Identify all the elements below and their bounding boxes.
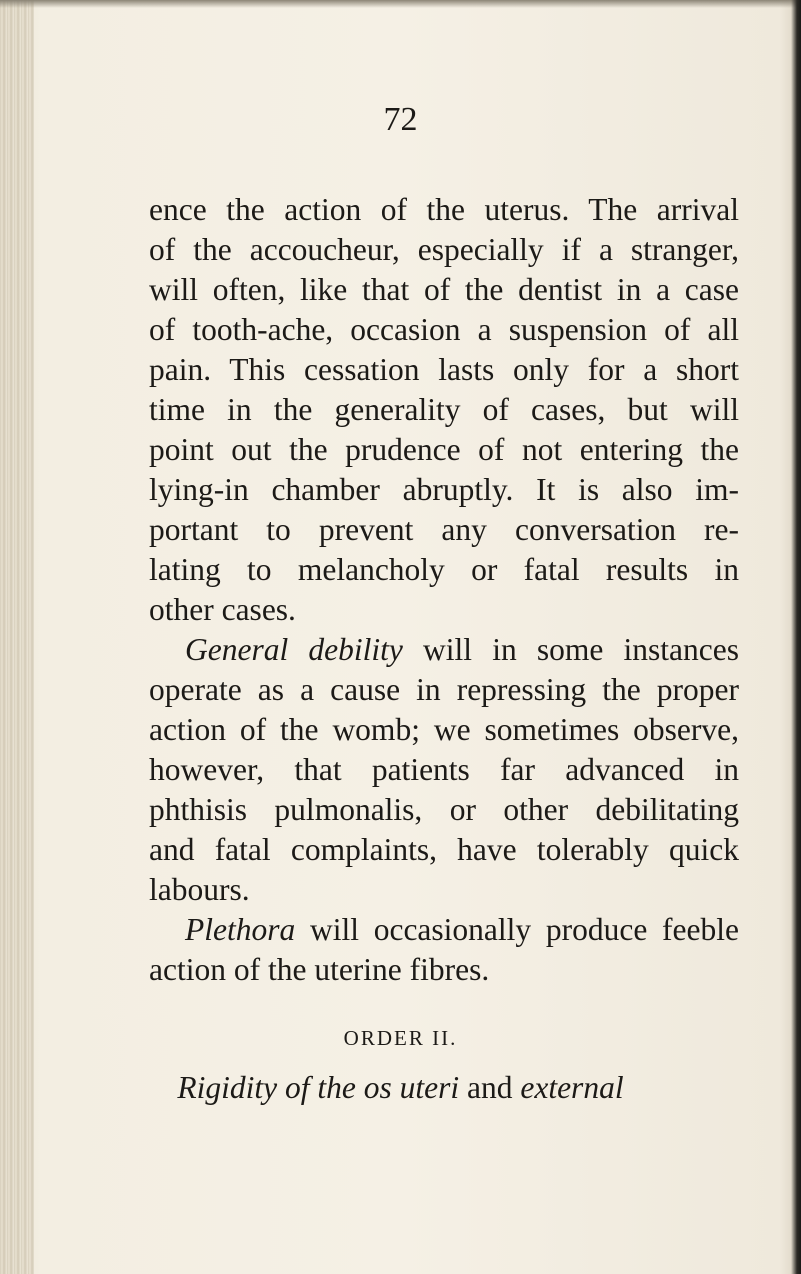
text-line: operate as a cause in repressing the proper xyxy=(149,672,739,707)
text-line: of the accoucheur, especially if a stranger, xyxy=(149,232,739,267)
text-line: lating to melancholy or fatal results in xyxy=(149,552,739,587)
page-number: 72 xyxy=(383,101,418,138)
text-line: ence the action of the uterus. The arrival xyxy=(149,192,739,227)
text-line: however, that patients far advanced in xyxy=(149,752,739,787)
text-line: and fatal complaints, have tolerably quick xyxy=(149,832,739,867)
text-line: of tooth-ache, occasion a suspension of all xyxy=(149,312,739,347)
section-subheading xyxy=(0,1068,801,1108)
text-line: action of the womb; we sometimes observe, xyxy=(149,712,739,747)
text-line: labours. xyxy=(149,872,250,907)
text-line: will often, like that of the dentist in a case xyxy=(149,272,739,307)
text-line: time in the generality of cases, but will xyxy=(149,392,739,427)
subheading-italic: external xyxy=(520,1070,624,1105)
text-line: lying-in chamber abruptly. It is also im- xyxy=(149,472,739,507)
italic-term: General debility xyxy=(185,632,403,667)
paragraph-first-line xyxy=(185,910,739,950)
text-run: will occasionally produce feeble xyxy=(295,912,739,947)
text-line: other cases. xyxy=(149,592,296,627)
text-line: point out the prudence of not entering the xyxy=(149,432,739,467)
paragraph-first-line xyxy=(185,630,739,670)
subheading-text: and xyxy=(459,1070,521,1105)
text-line: action of the uterine fibres. xyxy=(149,952,490,987)
text-run: will in some instances xyxy=(402,632,739,667)
italic-term: Plethora xyxy=(185,912,296,947)
subheading-italic: Rigidity of the os uteri xyxy=(177,1070,460,1105)
text-line: pain. This cessation lasts only for a short xyxy=(149,352,739,387)
text-line: phthisis pulmonalis, or other debilitating xyxy=(149,792,739,827)
top-edge-shadow xyxy=(0,0,801,8)
section-heading: ORDER II. xyxy=(343,1026,458,1050)
text-line: portant to prevent any conversation re- xyxy=(149,512,739,547)
